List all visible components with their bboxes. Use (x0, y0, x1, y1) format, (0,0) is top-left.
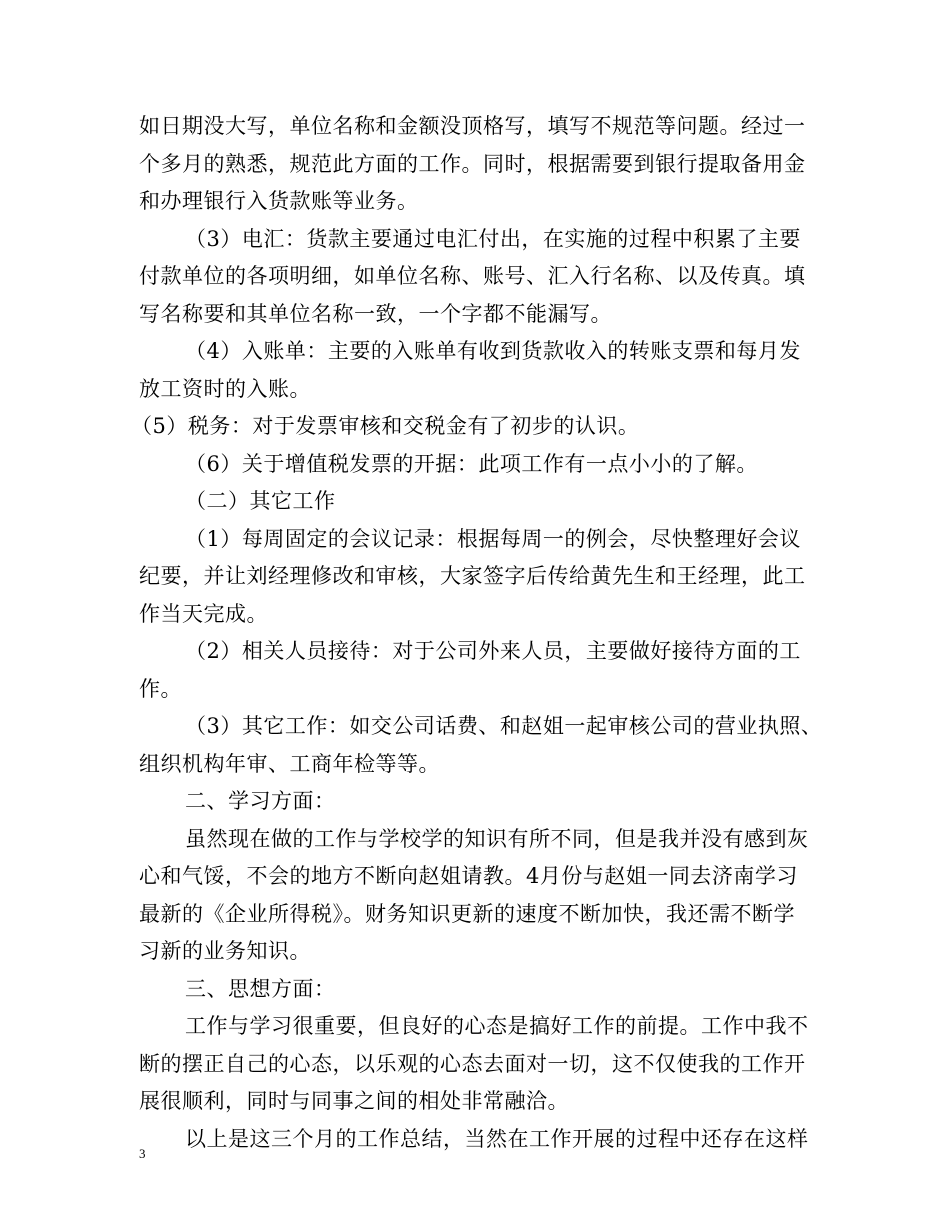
text-line: 三、思想方面： (185, 976, 336, 1001)
text-line: （1）每周固定的会议记录：根据每周一的例会，尽快整理好会议 (185, 526, 801, 551)
text-line: 二、学习方面： (185, 789, 336, 813)
page-number: 3 (139, 1146, 146, 1161)
text-line: 和办理银行入货款账等业务。 (139, 189, 419, 213)
text-line: 放工资时的入账。 (139, 376, 311, 401)
text-line: （6）关于增值税发票的开据：此项工作有一点小小的了解。 (185, 451, 758, 476)
text-line: 虽然现在做的工作与学校学的知识有所不同，但是我并没有感到灰 (185, 826, 809, 851)
text-line: 展很顺利，同时与同事之间的相处非常融洽。 (139, 1089, 569, 1113)
document-body (131, 108, 829, 1158)
text-line: 付款单位的各项明细，如单位名称、账号、汇入行名称、以及传真。填 (139, 264, 806, 288)
text-line: 作当天完成。 (139, 601, 268, 626)
text-line: （5）税务：对于发票审核和交税金有了初步的认识。 (131, 414, 640, 438)
text-line: （2）相关人员接待：对于公司外来人员，主要做好接待方面的工 (185, 639, 801, 663)
text-line: 以上是这三个月的工作总结，当然在工作开展的过程中还存在这样 (185, 1126, 809, 1151)
text-line: （4）入账单：主要的入账单有收到货款收入的转账支票和每月发 (185, 339, 801, 363)
text-line: 写名称要和其单位名称一致，一个字都不能漏写。 (139, 301, 612, 326)
text-line: 断的摆正自己的心态，以乐观的心态去面对一切，这不仅使我的工作开 (139, 1051, 806, 1076)
text-line: 组织机构年审、工商年检等等。 (139, 751, 440, 776)
text-line: 习新的业务知识。 (139, 939, 311, 963)
text-line: 个多月的熟悉，规范此方面的工作。同时，根据需要到银行提取备用金 (139, 151, 806, 176)
text-line: 最新的《企业所得税》。财务知识更新的速度不断加快，我还需不断学 (139, 901, 795, 926)
text-line: 心和气馁，不会的地方不断向赵姐请教。4月份与赵姐一同去济南学习 (139, 864, 798, 888)
text-line: （3）其它工作：如交公司话费、和赵姐一起审核公司的营业执照、 (185, 714, 823, 738)
text-line: 纪要，并让刘经理修改和审核，大家签字后传给黄先生和王经理，此工 (139, 564, 806, 588)
text-line: 工作与学习很重要，但良好的心态是搞好工作的前提。工作中我不 (185, 1014, 809, 1038)
text-line: （二）其它工作 (185, 489, 336, 513)
text-line: 作。 (139, 676, 182, 701)
text-line: 如日期没大写，单位名称和金额没顶格写，填写不规范等问题。经过一 (139, 114, 806, 138)
text-line: （3）电汇：货款主要通过电汇付出，在实施的过程中积累了主要 (185, 226, 801, 251)
